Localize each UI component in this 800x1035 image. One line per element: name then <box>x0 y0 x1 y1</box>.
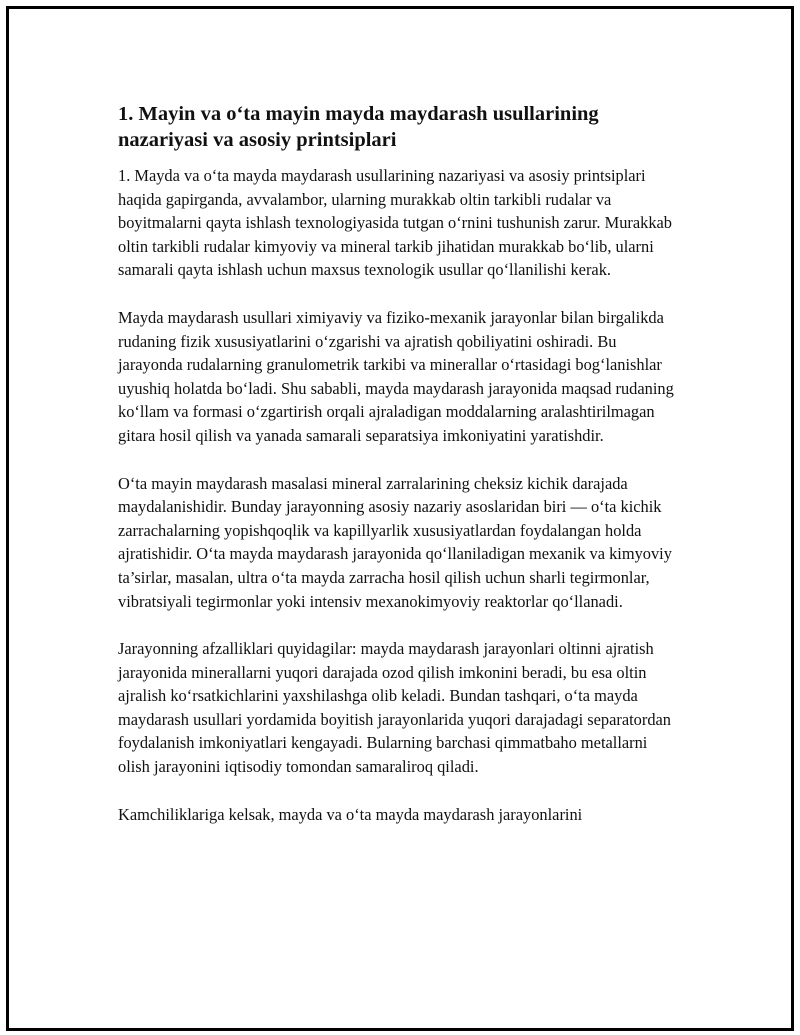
document-body <box>118 101 678 850</box>
paragraph-5: Kamchiliklariga kelsak, mayda va o‘ta mayda maydarash jarayonlarini <box>118 804 583 824</box>
paragraph-3: O‘ta mayin maydarash masalasi mineral zarralarining cheksiz kichik darajada maydalanishidir. Bunday jarayonning asosiy nazariy asoslaridan biri — o‘ta kichik zarrachalarning yopishqoqlik va kapillyarlik xususiyatlardan foydalangan holda ajratishidir. O‘ta mayda maydarash jarayonida qo‘llaniladigan mexanik va kimyoviy ta’sirlar, masalan, ultra o‘ta mayda zarracha hosil qilish uchun sharli tegirmonlar, vibratsiyali tegirmonlar yoki intensiv mexanokimyoviy reaktorlar qo‘llanadi. <box>118 473 672 611</box>
paragraph-4: Jarayonning afzalliklari quyidagilar: mayda maydarash jarayonlari oltinni ajratish jarayonida minerallarni yuqori darajada ozod qilish imkonini beradi, bu esa oltin ajralish ko‘rsatkichlarini yaxshilashga olib keladi. Bundan tashqari, o‘ta mayda maydarash usullari yordamida boyitish jarayonlarida yuqori darajadagi separatordan foydalanish imkoniyatlari kengayadi. Bularning barchasi qimmatbaho metallarni olish jarayonini iqtisodiy tomondan samaraliroq qiladi. <box>118 639 671 777</box>
section-title: 1. Mayin va o‘ta mayin mayda maydarash usullarining nazariyasi va asosiy printsiplari <box>118 103 599 151</box>
page-frame <box>6 6 794 1031</box>
paragraph-1: 1. Mayda va o‘ta mayda maydarash usullarining nazariyasi va asosiy printsiplari haqida gapirganda, avvalambor, ularning murakkab oltin tarkibli rudalar va boyitmalarni qayta ishlash texnologiyasida tutgan o‘rnini tushunish zarur. Murakkab oltin tarkibli rudalar kimyoviy va mineral tarkib jihatidan murakkab bo‘lib, ularni samarali qayta ishlash uchun maxsus texnologik usullar qo‘llanilishi kerak. <box>118 166 672 280</box>
paragraph-2: Mayda maydarash usullari ximiyaviy va fiziko-mexanik jarayonlar bilan birgalikda rudaning fizik xususiyatlarini o‘zgarishi va ajratish qobiliyatini oshiradi. Bu jarayonda rudalarning granulometrik tarkibi va minerallar o‘rtasidagi bog‘lanishlar uyushiq holatda bo‘ladi. Shu sababli, mayda maydarash jarayonida maqsad rudaning ko‘llam va formasi o‘zgartirish orqali ajraladigan moddalarning aralashtirilmagan gitara hosil qilish va yanada samarali separatsiya imkoniyatini yaratishdir. <box>118 307 674 445</box>
